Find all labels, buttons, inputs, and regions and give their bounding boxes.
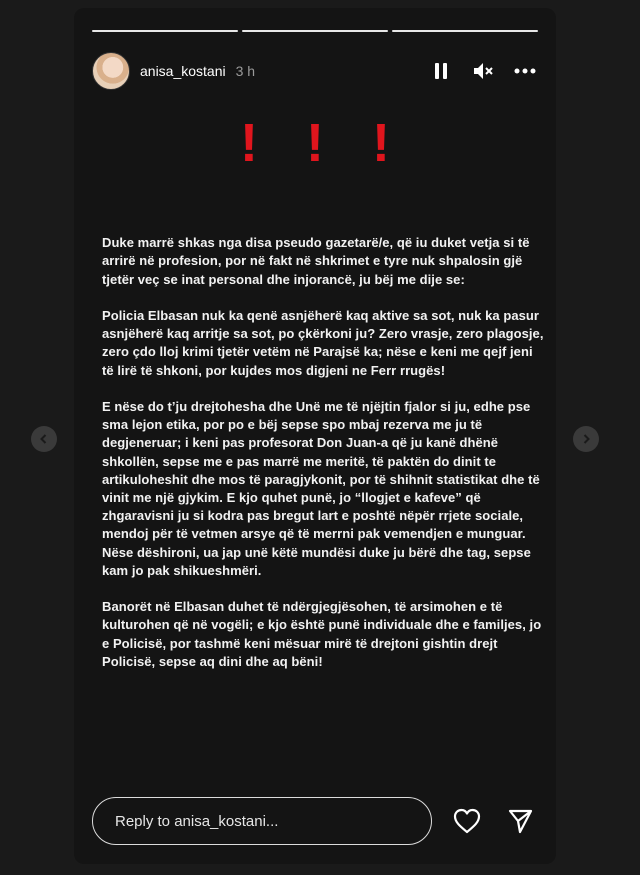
speaker-muted-icon: [472, 61, 494, 81]
exclamation-marks: [74, 113, 556, 173]
like-button[interactable]: [450, 803, 485, 839]
story-header: [92, 46, 538, 96]
story-paragraph: Duke marrë shkas nga disa pseudo gazetarë/e, që iu duket vetja si të arrirë në profesion, por në fakt në shkrimet e tyre nuk shpalosin gjë tjetër veç se inat personal dhe injorancë, ju bëj me dije se:: [102, 235, 530, 287]
heart-icon: [453, 808, 481, 834]
more-options-button[interactable]: [512, 58, 538, 84]
avatar[interactable]: [92, 52, 130, 90]
story-viewer: [74, 8, 556, 864]
mute-button[interactable]: [470, 58, 496, 84]
story-paragraph: Banorët në Elbasan duhet të ndërgjegjësohen, të arsimohen e të kulturohen që në vogëli; e kjo është punë individuale dhe e familjes, jo e Policisë, por tashmë keni mësuar mirë të drejtoni gishtin drejt Policisë, sepse aq dini dhe aq bëni!: [102, 599, 542, 669]
next-story-button[interactable]: [573, 426, 599, 452]
exclamation-mark: !: [240, 113, 258, 173]
share-button[interactable]: [503, 803, 538, 839]
story-paragraph: E nëse do t’ju drejtohesha dhe Unë me të njëjtin fjalor si ju, edhe pse sma lejon etika, por po e bëj sepse spo mbaj rezerva me ju të degjeneruar; i keni pas profesorat Don Juan-a që ju kanë dhënë shkollën, sepse me e pas marrë me meritë, të paktën do dinit te artikuloheshit dhe mos të paragjykonit, por të shihnit statistikat dhe të vinit me një gjykim. E kjo quhet punë, jo “llogjet e kafeve” që zhgaravisni ju si kodra pas bregut lart e poshtë nëpër rrjete sociale, mendoj për të vetmen arsye që të merrni pak vemendjen e munguar. Nëse dëshironi, ua jap unë këtë mundësi duke ju bërë dhe tag, sepse kam jo pak shikueshmëri.: [102, 399, 540, 578]
pause-icon: [433, 62, 449, 80]
progress-segment: [92, 30, 238, 32]
chevron-right-icon: [580, 433, 592, 445]
pause-button[interactable]: [428, 58, 454, 84]
previous-story-button[interactable]: [31, 426, 57, 452]
progress-segment: [242, 30, 388, 32]
reply-input[interactable]: [92, 797, 432, 845]
post-time: 3 h: [235, 63, 256, 79]
reply-bar: [92, 796, 538, 846]
send-icon: [507, 808, 533, 834]
story-paragraph: Policia Elbasan nuk ka qenë asnjëherë kaq aktive sa sot, nuk ka pasur asnjëherë kaq arritje sa sot, po çkërkoni ju? Zero vrasje, zero plagosje, zero çdo lloj krimi tjetër vetëm në Parajsë ka; nëse e keni me qejf jeni të lirë të shkoni, por kujdes mos digjeni ne Ferr rrugës!: [102, 308, 544, 378]
story-progress-bar: [92, 30, 538, 32]
exclamation-mark: !: [371, 113, 390, 173]
more-icon: [514, 68, 536, 74]
story-text: [102, 216, 546, 689]
exclamation-mark: !: [306, 113, 324, 173]
progress-segment: [392, 30, 538, 32]
username[interactable]: anisa_kostani: [140, 63, 226, 79]
chevron-left-icon: [38, 433, 50, 445]
